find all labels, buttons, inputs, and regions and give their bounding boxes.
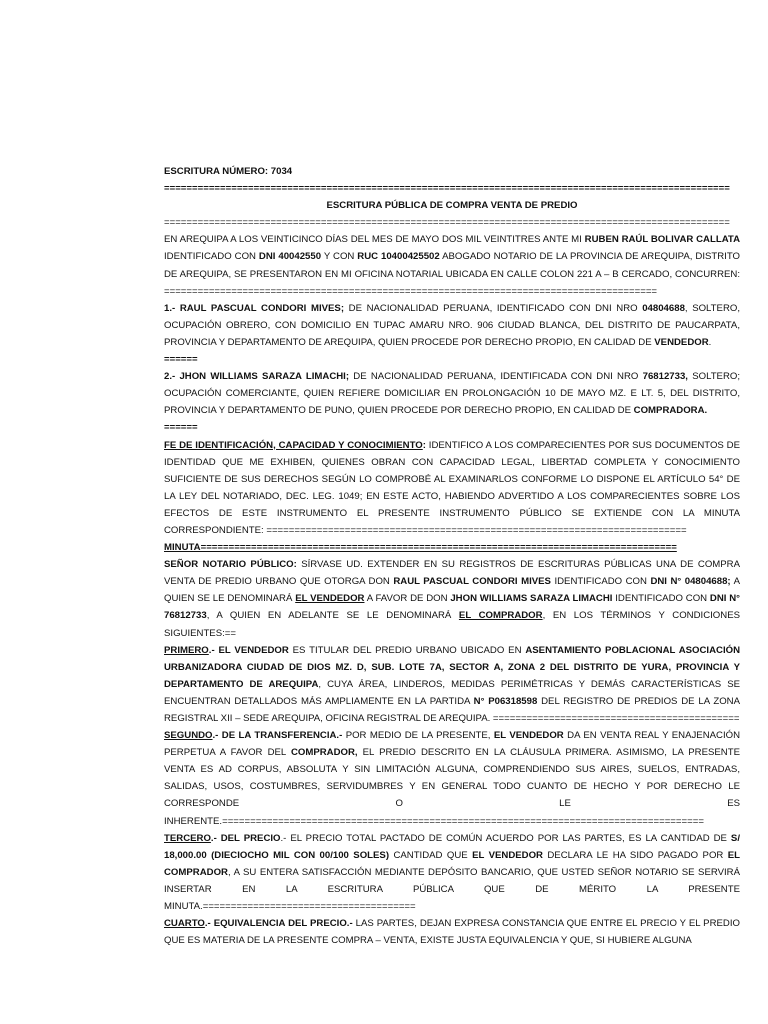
party-seller-paragraph: 1.- RAUL PASCUAL CONDORI MIVES; DE NACIONALIDAD PERUANA, IDENTIFICADO CON DNI NRO 04804688, SOLTERO, OCUPACIÓN OBRERO, CON DOMICILIO EN TUPAC AMARU NRO. 906 CIUDAD BLANCA, DEL DISTRITO DE PAUCARPATA, PROVINCIA Y DEPARTAMENTO DE AREQUIPA, QUIEN PROCEDE POR DERECHO PROPIO, EN CALIDAD DE VENDEDOR. ====== (164, 302, 740, 366)
notary-request-paragraph: SEÑOR NOTARIO PÚBLICO: SÍRVASE UD. EXTENDER EN SU REGISTROS DE ESCRITURAS PÚBLICAS UNA DE COMPRA VENTA DE PREDIO URBANO QUE OTORGA DON RAUL PASCUAL CONDORI MIVES IDENTIFICADO CON DNI N° 04804688; A QUIEN SE LE DENOMINARÁ EL VENDEDOR A FAVOR DE DON JHON WILLIAMS SARAZA LIMACHI IDENTIFICADO CON DNI N° 76812733, A QUIEN EN ADELANTE SE LE DENOMINARÁ EL COMPRADOR, EN LOS TÉRMINOS Y CONDICIONES SIGUIENTES:== (164, 559, 741, 639)
clause-primero: PRIMERO.- EL VENDEDOR ES TITULAR DEL PREDIO URBANO UBICADO EN ASENTAMIENTO POBLACIONAL ASOCIACIÓN URBANIZADORA CIUDAD DE DIOS MZ. D, SUB. LOTE 7A, SECTOR A, ZONA 2 DEL DISTRITO DE YURA, PROVINCIA Y DEPARTAMENTO DE AREQUIPA, CUYA ÁREA, LINDEROS, MEDIDAS PERIMÉTRICAS Y DEMÁS CARACTERÍSTICAS SE ENCUENTRAN DETALLADOS MÁS AMPLIAMENTE EN LA PARTIDA N° P06318598 DEL REGISTRO DE PREDIOS DE LA ZONA REGISTRAL XII – SEDE AREQUIPA, OFICINA REGISTRAL DE AREQUIPA. ============================================ (164, 644, 741, 724)
notary-name: RUBEN RAÚL BOLIVAR CALLATA (584, 234, 740, 246)
minuta-heading: MINUTA===================================================================================== (164, 542, 677, 554)
separator-line: ===================================================================================================== (164, 183, 730, 195)
clause-tercero: TERCERO.- DEL PRECIO.- EL PRECIO TOTAL PACTADO DE COMÚN ACUERDO POR LAS PARTES, ES LA CANTIDAD DE S/ 18,000.00 (DIECIOCHO MIL CON 00/100 SOLES) CANTIDAD QUE EL VENDEDOR DECLARA LE HA SIDO PAGADO POR EL COMPRADOR, A SU ENTERA SATISFACCIÓN MEDIANTE DEPÓSITO BANCARIO, QUE USTED SEÑOR NOTARIO SE SERVIRÁ INSERTAR EN LA ESCRITURA PÚBLICA QUE DE MÉRITO LA PRESENTE MINUTA.====================================== (164, 832, 741, 913)
deed-title: ESCRITURA PÚBLICA DE COMPRA VENTA DE PREDIO (326, 200, 578, 212)
deed-text (164, 163, 740, 949)
party-buyer-paragraph: 2.- JHON WILLIAMS SARAZA LIMACHI; DE NACIONALIDAD PERUANA, IDENTIFICADA CON DNI NRO 76812733, SOLTERO; OCUPACIÓN COMERCIANTE, QUIEN REFIERE DOMICILIAR EN PROLONGACIÓN 10 DE MAYO MZ. E LT. 5, DEL DISTRITO, PROVINCIA Y DEPARTAMENTO DE PUNO, QUIEN PROCEDE POR DERECHO PROPIO, EN CALIDAD DE COMPRADORA. ====== (164, 371, 741, 434)
intro-paragraph: EN AREQUIPA A LOS VEINTICINCO DÍAS DEL MES DE MAYO DOS MIL VEINTITRES ANTE MI RUBEN RAÚL BOLIVAR CALLATA IDENTIFICADO CON DNI 40042550 Y CON RUC 10400425502 ABOGADO NOTARIO DE LA PROVINCIA DE AREQUIPA, DISTRITO DE AREQUIPA, SE PRESENTARON EN MI OFICINA NOTARIAL UBICADA EN CALLE COLON 221 A – B CERCADO, CONCURREN: ======================================================================================== (164, 234, 740, 297)
clause-cuarto: CUARTO.- EQUIVALENCIA DEL PRECIO.- LAS PARTES, DEJAN EXPRESA CONSTANCIA QUE ENTRE EL PRECIO Y EL PREDIO QUE ES MATERIA DE LA PRESENTE COMPRA – VENTA, EXISTE JUSTA EQUIVALENCIA Y QUE, SI HUBIERE ALGUNA (164, 918, 740, 947)
deed-number-heading: ESCRITURA NÚMERO: 7034 (164, 166, 293, 177)
clause-segundo: SEGUNDO.- DE LA TRANSFERENCIA.- POR MEDIO DE LA PRESENTE, EL VENDEDOR DA EN VENTA REAL Y ENAJENACIÓN PERPETUA A FAVOR DEL COMPRADOR, EL PREDIO DESCRITO EN LA CLÁUSULA PRIMERA. ASIMISMO, LA PRESENTE VENTA ES AD CORPUS, ABSOLUTA Y SIN LIMITACIÓN ALGUNA, COMPRENDIENDO SUS AIRES, SUELOS, ENTRADAS, SALIDAS, USOS, COSTUMBRES, SERVIDUMBRES Y EN GENERAL TODO CUANTO DE HECHO Y POR DERECHO LE CORRESPONDE O LE ES INHERENTE.====================================================================================== (164, 730, 741, 827)
separator-line: ===================================================================================================== (164, 217, 730, 229)
identification-paragraph: FE DE IDENTIFICACIÓN, CAPACIDAD Y CONOCIMIENTO: IDENTIFICO A LOS COMPARECIENTES POR SUS DOCUMENTOS DE IDENTIDAD QUE ME EXHIBEN, QUIENES OBRAN CON CAPACIDAD LEGAL, LIBERTAD COMPLETA Y CONOCIMIENTO SUFICIENTE DE SUS DERECHOS SEGÚN LO COMPROBÉ AL EXAMINARLOS CONFORME LO DISPONE EL ARTÍCULO 54° DE LA LEY DEL NOTARIADO, DEC. LEG. 1049; EN ESTE ACTO, HABIENDO ADVERTIDO A LOS COMPARECIENTES SOBRE LOS EFECTOS DE ESTE INSTRUMENTO EL PRESENTE INSTRUMENTO PÚBLICO SE EXTIENDE CON LA MINUTA CORRESPONDIENTE: =========================================================================== (164, 439, 740, 536)
